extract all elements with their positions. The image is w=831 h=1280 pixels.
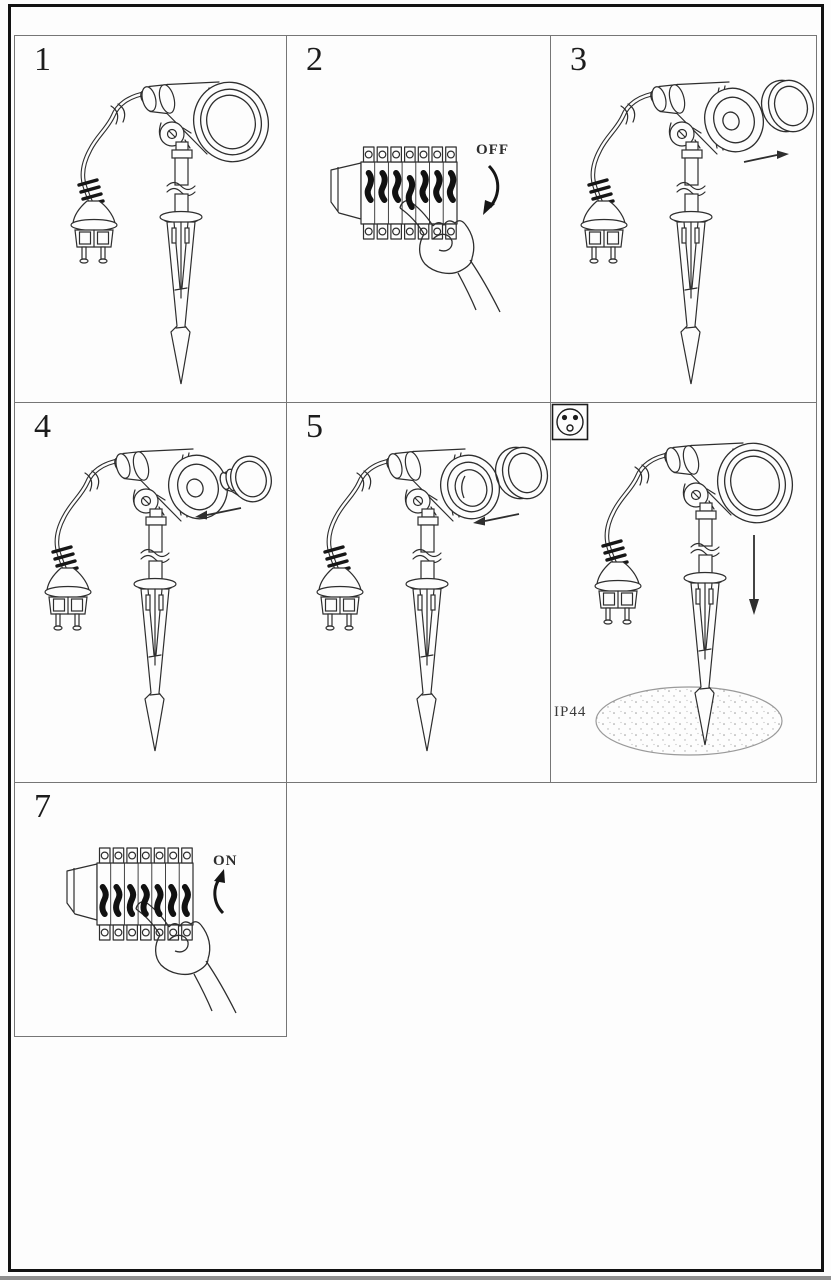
ip-rating-label: IP44 <box>554 704 587 720</box>
spotlight-ring-removed-illustration <box>551 36 816 402</box>
bulb-insert-illustration <box>15 403 286 782</box>
spike-into-ground-illustration <box>551 403 816 782</box>
step-number: 1 <box>34 41 51 78</box>
step-panel-3 <box>550 35 817 403</box>
step-number: 4 <box>34 408 51 445</box>
step-number: 5 <box>306 408 323 445</box>
step-panel-1 <box>14 35 287 403</box>
step-number: 3 <box>570 41 587 78</box>
step-panel-2 <box>286 35 551 403</box>
ground-patch <box>596 687 782 755</box>
spotlight-assembled-illustration <box>15 36 286 402</box>
screw-on-arrow <box>485 514 519 521</box>
step-panel-4 <box>14 402 287 783</box>
step-number: 7 <box>34 788 51 825</box>
step-number: 2 <box>306 41 323 78</box>
ring-reattach-illustration <box>287 403 550 782</box>
scan-edge-shadow <box>0 1276 831 1280</box>
step-panel-7 <box>14 782 287 1037</box>
step-panel-5 <box>286 402 551 783</box>
unscrew-arrow <box>744 155 777 162</box>
breaker-off-illustration <box>287 36 550 402</box>
rotate-down-arrow <box>489 166 498 207</box>
on-label: ON <box>213 853 238 869</box>
breaker-on-illustration <box>15 783 286 1036</box>
off-label: OFF <box>476 142 509 158</box>
step-panel-6 <box>550 402 817 783</box>
schuko-socket-icon <box>551 403 589 441</box>
